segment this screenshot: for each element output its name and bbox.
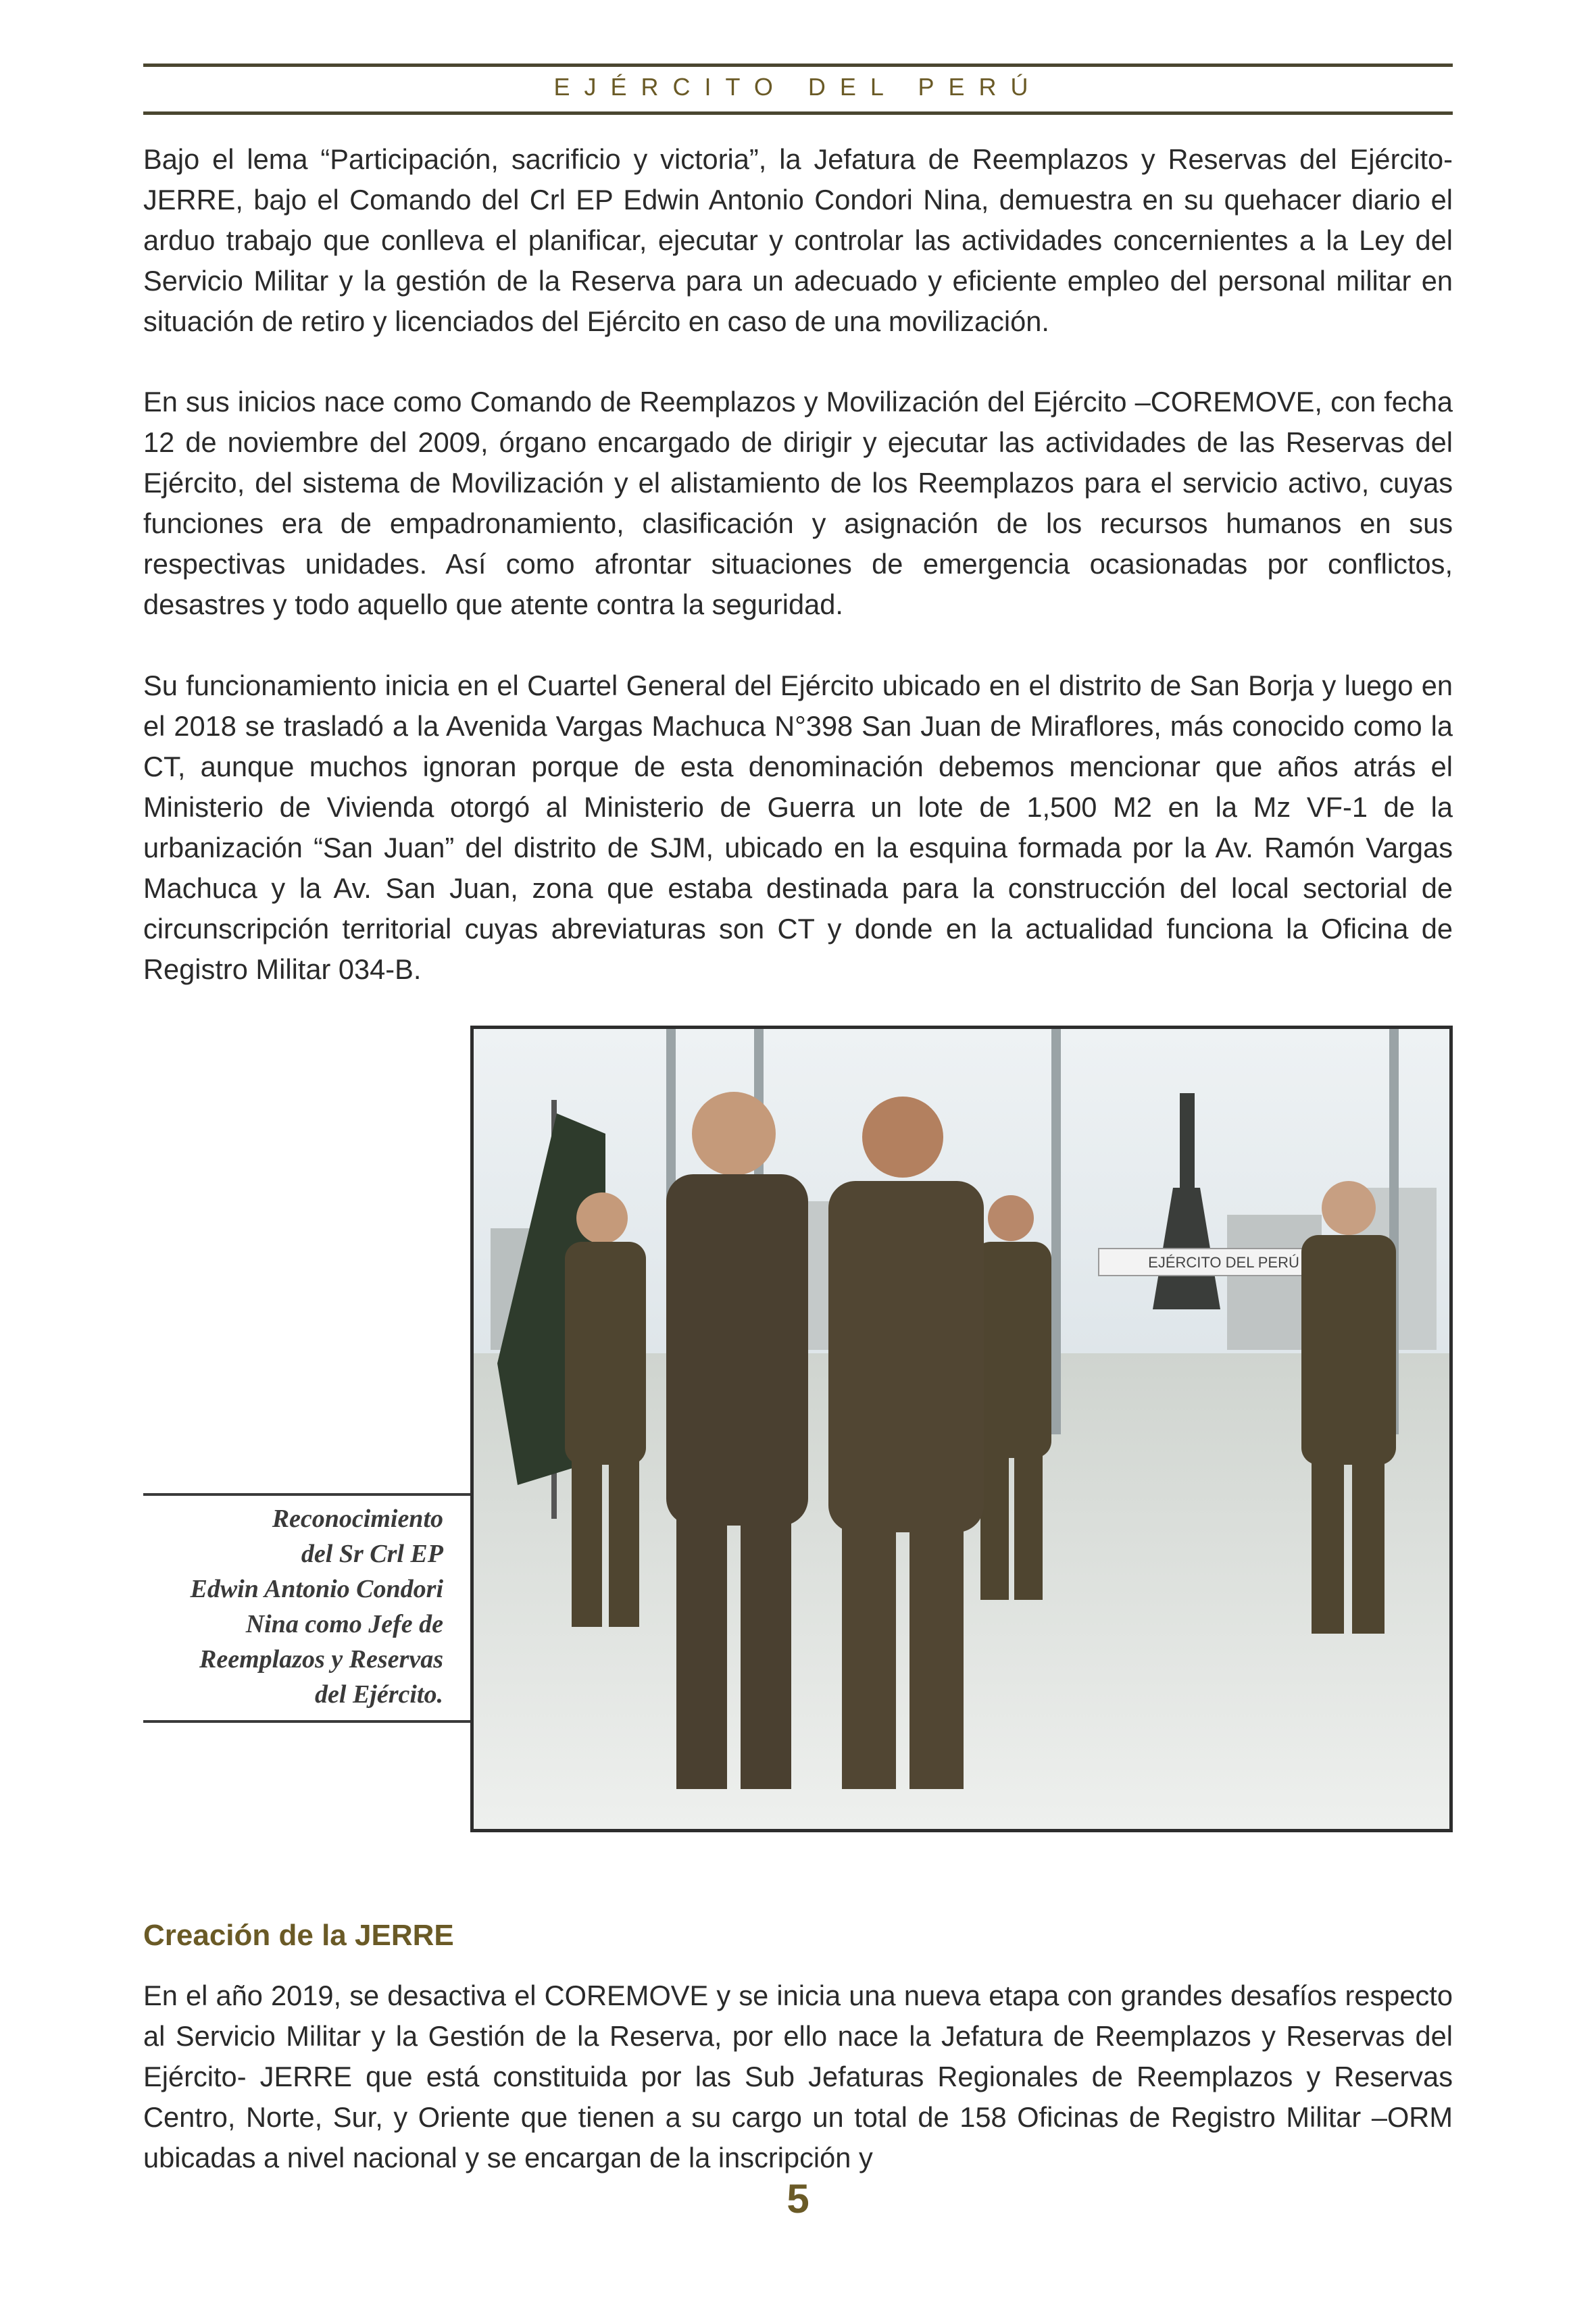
body-paragraph-3: Su funcionamiento inicia en el Cuartel General del Ejército ubicado en el distrito de San Borja y luego en el 2018 se trasladó a la Avenida Vargas Machuca N°398 San Juan de Miraflores, más conocido como la CT, aunque muchos ignoran porque de esta denominación debemos mencionar que años atrás el Ministerio de Vivienda otorgó al Ministerio de Guerra un lote de 1,500 M2 en la Mz VF-1 de la urbanización “San Juan” del distrito de SJM, ubicado en la esquina formada por la Av. Ramón Vargas Machuca y la Av. San Juan, zona que estaba destinada para la construcción del local sectorial de circunscripción territorial cuyas abreviaturas son CT y donde en la actualidad funciona la Oficina de Registro Militar 034-B. [143, 670, 1453, 985]
page-number: 5 [787, 2176, 809, 2221]
body-paragraph-2: En sus inicios nace como Comando de Reemplazos y Movilización del Ejército –COREMOVE, con fecha 12 de noviembre del 2009, órgano encargado de dirigir y ejecutar las actividades de las Reservas del Ejército, del sistema de Movilización y el alistamiento de los Reemplazos para el servicio activo, cuyas funciones era de empadronamiento, clasificación y asignación de los recursos humanos en sus respectivas unidades. Así como afrontar situaciones de emergencia ocasionadas por conflictos, desastres y todo aquello que atente contra la seguridad. [143, 386, 1453, 620]
caption-line: Reemplazos y Reservas [199, 1645, 443, 1674]
caption-rule-top [143, 1493, 470, 1496]
caption-line: Reconocimiento [272, 1505, 443, 1533]
caption-line: Edwin Antonio Condori [190, 1575, 443, 1603]
photo-caption [143, 1501, 443, 1712]
body-paragraph-1: Bajo el lema “Participación, sacrificio y victoria”, la Jefatura de Reemplazos y Reservas del Ejército-JERRE, bajo el Comando del Crl EP Edwin Antonio Condori Nina, demuestra en su quehacer diario el arduo trabajo que conlleva el planificar, ejecutar y controlar las actividades concernientes a la Ley del Servicio Militar y la gestión de la Reserva para un adecuado y eficiente empleo del personal militar en situación de retiro y licenciados del Ejército en caso de una movilización. [143, 143, 1453, 337]
caption-line: del Ejército. [315, 1680, 443, 1709]
caption-rule-bottom [143, 1720, 470, 1723]
caption-line: del Sr Crl EP [301, 1540, 443, 1568]
glass-pillar [1051, 1029, 1061, 1434]
banner-text: EJÉRCITO DEL PERÚ [1148, 1254, 1299, 1271]
header-rule-bottom [143, 111, 1453, 115]
header-rule-top [143, 64, 1453, 67]
section-heading: Creación de la JERRE [143, 1919, 454, 1952]
section-paragraph: En el año 2019, se desactiva el COREMOVE y se inicia una nueva etapa con grandes desafíos respecto al Servicio Militar y la Gestión de la Reserva, por ello nace la Jefatura de Reemplazos y Reservas del Ejército- JERRE que está constituida por las Sub Jefaturas Regionales de Reemplazos y Reservas Centro, Norte, Sur, y Oriente que tienen a su cargo un total de 158 Oficinas de Registro Militar –ORM ubicadas a nivel nacional y se encargan de la inscripción y [143, 1980, 1453, 2173]
running-header: EJÉRCITO DEL PERÚ [553, 73, 1043, 101]
ceremony-photo [470, 1026, 1453, 1832]
caption-line: Nina como Jefe de [245, 1610, 443, 1638]
monument-statue [1180, 1093, 1195, 1188]
